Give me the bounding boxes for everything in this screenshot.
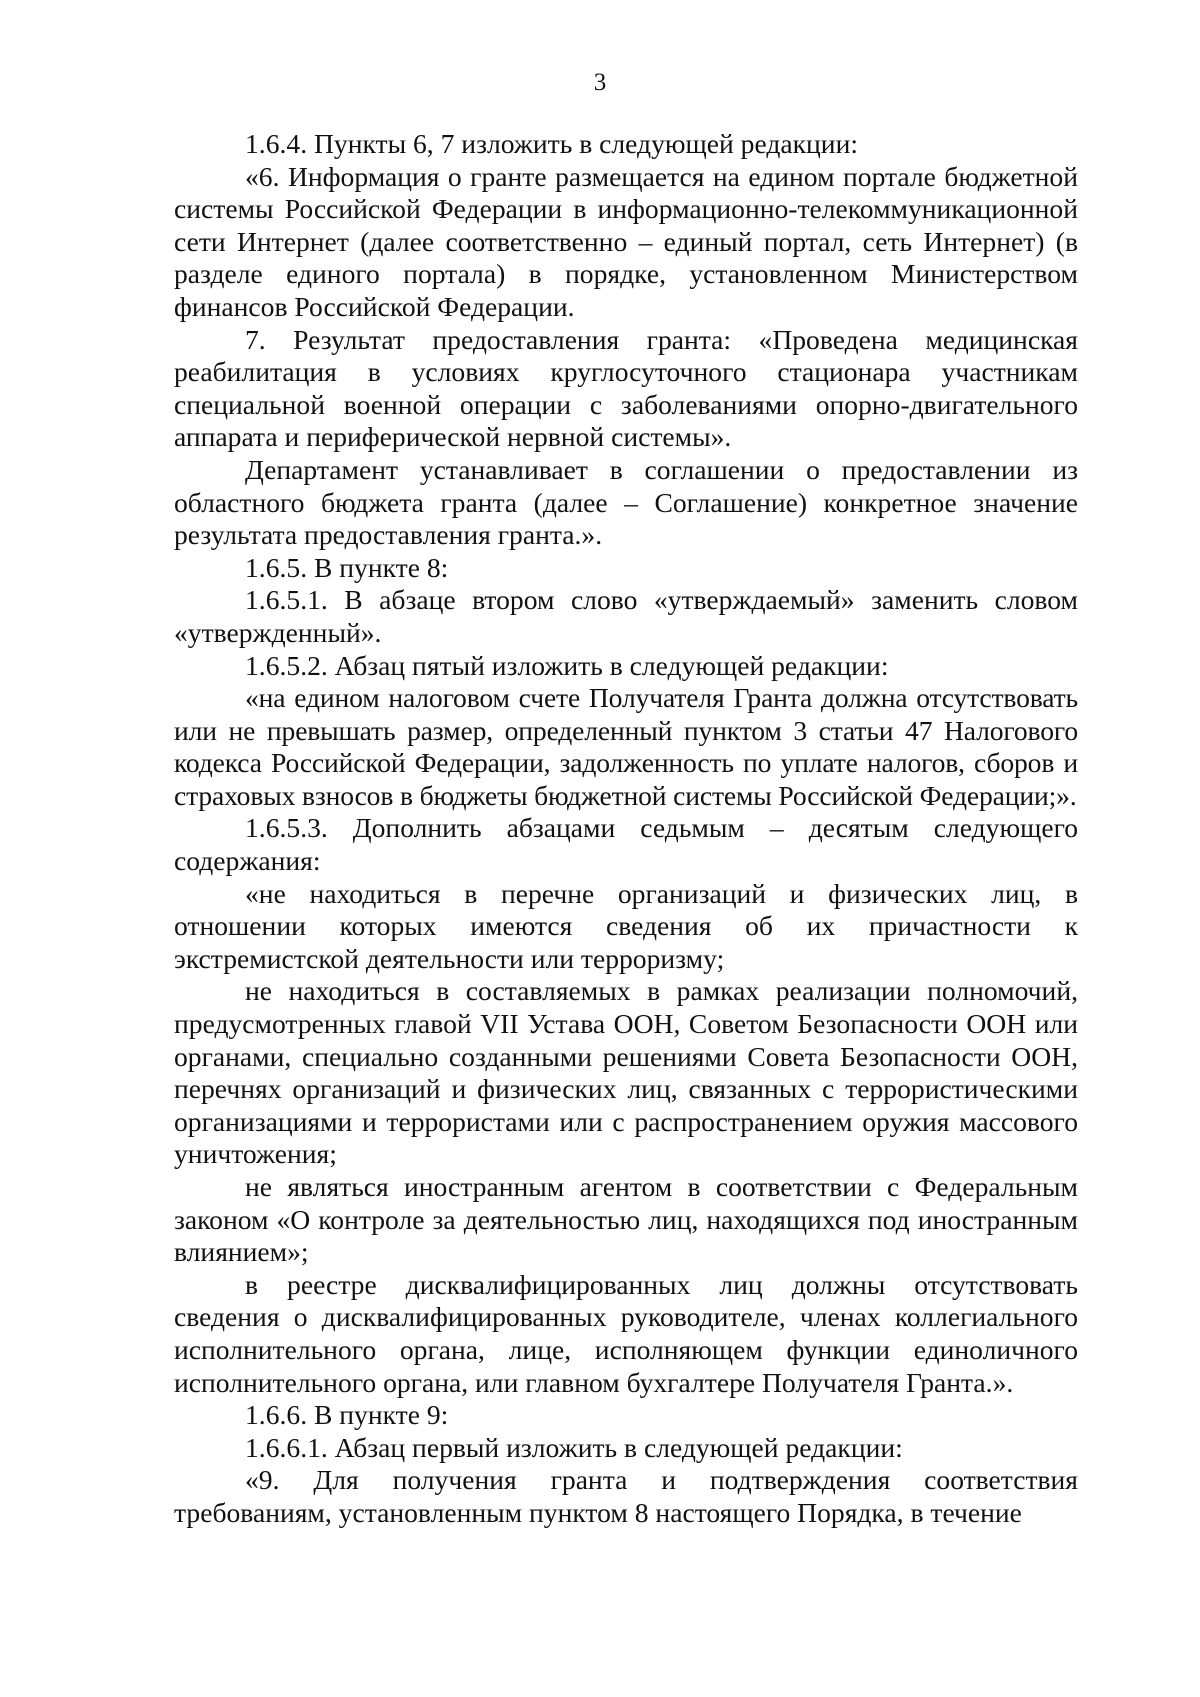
page-number: 3 <box>593 69 607 96</box>
paragraph-1-6-5-3: 1.6.5.3. Дополнить абзацами седьмым – десятым следующего содержания: <box>174 812 1078 877</box>
paragraph-1-6-4: 1.6.4. Пункты 6, 7 изложить в следующей редакции: <box>245 128 859 159</box>
paragraph-extremism: «не находиться в перечне организаций и физических лиц, в отношении которых имеются сведения об их причастности к экстремистской деятельности или терроризму; <box>174 877 1078 974</box>
document-body <box>174 128 1078 1530</box>
paragraph-un-lists: не находиться в составляемых в рамках реализации полномочий, предусмотренных главой VII Устава ООН, Советом Безопасности ООН или органами, специально созданными решениями Совета Безопасности ООН, перечнях организаций и физических лиц, связанных с террористическими организациями и террористами или с распространением оружия массового уничтожения; <box>174 975 1078 1170</box>
paragraph-1-6-6-1: 1.6.6.1. Абзац первый изложить в следующей редакции: <box>245 1431 903 1463</box>
paragraph-1-6-6: 1.6.6. В пункте 9: <box>245 1399 449 1431</box>
paragraph-1-6-5-2: 1.6.5.2. Абзац пятый изложить в следующей редакции: <box>245 649 889 681</box>
paragraph-tax-account: «на едином налоговом счете Получателя Гранта должна отсутствовать или не превышать размер, определенный пунктом 3 статьи 47 Налогового кодекса Российской Федерации, задолженность по уплате налогов, сборов и страховых взносов в бюджеты бюджетной системы Российской Федерации;». <box>174 682 1078 811</box>
paragraph-disqualified: в реестре дисквалифицированных лиц должны отсутствовать сведения о дисквалифицированных руководителе, членах коллегиального исполнительного органа, лице, исполняющем функции единоличного исполнительного органа, или главном бухгалтере Получателя Гранта.». <box>174 1268 1078 1398</box>
paragraph-item-6: «6. Информация о гранте размещается на едином портале бюджетной системы Российской Федерации в информационно-телекоммуникационной сети Интернет (далее соответственно – единый портал, сеть Интернет) (в разделе единого портала) в порядке, установленном Министерством финансов Российской Федерации. <box>174 160 1078 322</box>
paragraph-foreign-agent: не являться иностранным агентом в соответствии с Федеральным законом «О контроле за деятельностью лиц, находящихся под иностранным влиянием»; <box>174 1171 1078 1268</box>
paragraph-1-6-5: 1.6.5. В пункте 8: <box>245 551 449 583</box>
paragraph-department: Департамент устанавливает в соглашении о предоставлении из областного бюджета гранта (далее – Соглашение) конкретное значение результата предоставления гранта.». <box>174 453 1078 551</box>
paragraph-item-9: «9. Для получения гранта и подтверждения соответствия требованиям, установленным пунктом 8 настоящего Порядка, в течение <box>174 1464 1078 1528</box>
paragraph-item-7: 7. Результат предоставления гранта: «Проведена медицинская реабилитация в условиях круглосуточного стационара участникам специальной военной операции с заболеваниями опорно-двигательного аппарата и периферической нервной системы». <box>174 323 1078 453</box>
paragraph-1-6-5-1: 1.6.5.1. В абзаце втором слово «утверждаемый» заменить словом «утвержденный». <box>174 584 1078 648</box>
